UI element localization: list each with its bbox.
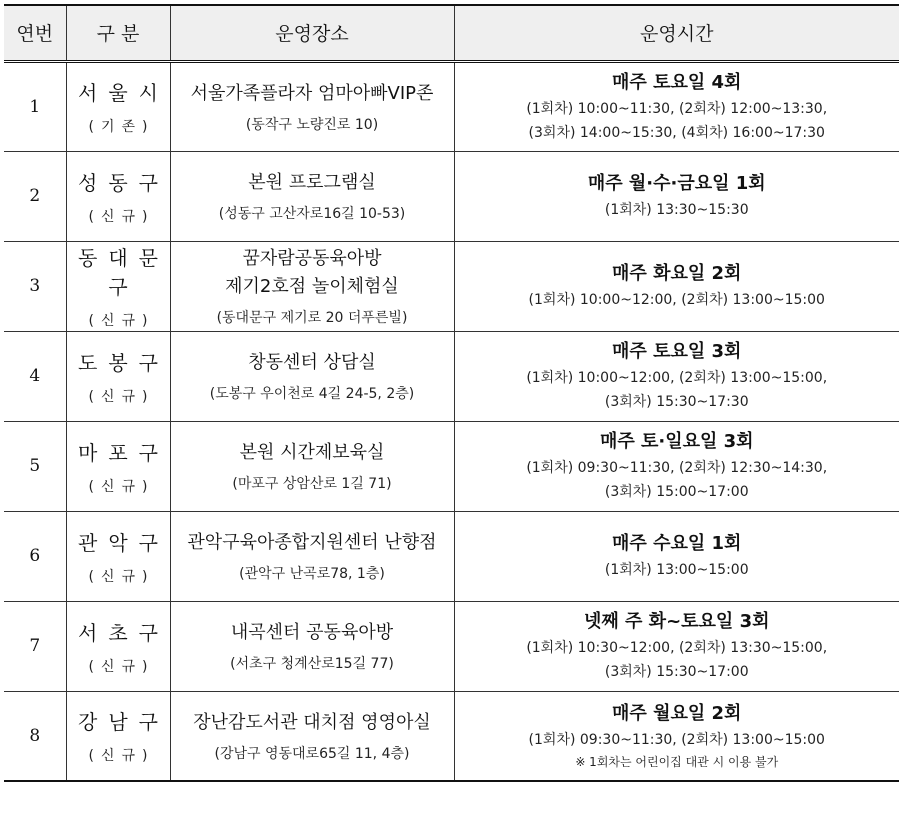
- place-name: 창동센터 상담실: [248, 352, 376, 373]
- time-slot: (3회차) 15:30~17:00: [604, 664, 749, 680]
- frequency: 매주 토·일요일 3회: [599, 431, 754, 452]
- place-address: (관악구 난곡로78, 1층): [239, 566, 385, 582]
- region-status: (신규): [88, 478, 155, 495]
- row-number: 5: [4, 421, 66, 511]
- table-row: [4, 691, 899, 781]
- region-name: 도봉구: [78, 350, 169, 375]
- place-cell: [170, 691, 454, 781]
- place-cell: [170, 151, 454, 241]
- place-cell: [170, 421, 454, 511]
- region-name: 강남구: [78, 710, 169, 735]
- region-name: 서울시: [78, 81, 169, 105]
- place-name: 장난감도서관 대치점 영영아실: [193, 711, 431, 733]
- place-address: (강남구 영동대로65길 11, 4층): [214, 745, 410, 762]
- frequency: 넷째 주 화~토요일 3회: [583, 611, 770, 632]
- note: ※ 1회차는 어린이집 대관 시 이용 불가: [575, 754, 779, 769]
- place-cell: [170, 61, 454, 151]
- place-name: 본원 프로그램실: [248, 172, 376, 193]
- row-number: 8: [4, 691, 66, 781]
- region-status: (신규): [88, 748, 155, 765]
- place-cell: [170, 601, 454, 691]
- region-name: 성동구: [78, 170, 169, 195]
- place-address: (마포구 상암산로 1길 71): [232, 476, 392, 492]
- table-row: [4, 61, 899, 151]
- frequency: 매주 월·수·금요일 1회: [587, 173, 766, 194]
- hours-cell: [454, 61, 899, 151]
- row-number: 1: [4, 61, 66, 151]
- place-name: 제기2호점 놀이체험실: [225, 276, 399, 297]
- table-row: [4, 511, 899, 601]
- hours-cell: [454, 511, 899, 601]
- row-number: 7: [4, 601, 66, 691]
- region-status: (신규): [88, 658, 155, 675]
- place-cell: [170, 241, 454, 331]
- hours-cell: [454, 601, 899, 691]
- place-cell: [170, 511, 454, 601]
- row-number: 4: [4, 331, 66, 421]
- table-row: [4, 421, 899, 511]
- region-name: 동대문구: [78, 246, 169, 299]
- time-slot: (1회차) 10:00~11:30, (2회차) 12:00~13:30,: [526, 100, 828, 117]
- table-row: [4, 331, 899, 421]
- hours-cell: [454, 241, 899, 331]
- region-status: (신규): [88, 568, 155, 585]
- place-address: (서초구 청계산로15길 77): [230, 656, 394, 672]
- frequency: 매주 토요일 3회: [612, 341, 742, 362]
- frequency: 매주 화요일 2회: [612, 263, 742, 284]
- time-slot: (3회차) 14:00~15:30, (4회차) 16:00~17:30: [528, 124, 825, 141]
- hours-cell: [454, 691, 899, 781]
- place-address: (동대문구 제기로 20 더푸른빌): [216, 310, 408, 326]
- table-row: [4, 241, 899, 331]
- time-slot: (1회차) 09:30~11:30, (2회차) 13:00~15:00: [528, 731, 825, 748]
- division-cell: [66, 601, 170, 691]
- frequency: 매주 월요일 2회: [612, 702, 742, 724]
- header-row: [4, 5, 899, 61]
- place-name: 서울가족플라자 엄마아빠VIP존: [190, 82, 434, 104]
- header-division: 구 분: [66, 5, 170, 61]
- time-slot: (1회차) 10:30~12:00, (2회차) 13:30~15:00,: [526, 640, 828, 656]
- region-name: 관악구: [78, 530, 169, 555]
- place-name: 본원 시간제보육실: [239, 442, 385, 463]
- place-cell: [170, 331, 454, 421]
- schedule-table: [4, 4, 899, 782]
- time-slot: (1회차) 10:00~12:00, (2회차) 13:00~15:00,: [526, 370, 828, 386]
- table-row: [4, 151, 899, 241]
- frequency: 매주 수요일 1회: [612, 533, 742, 554]
- time-slot: (3회차) 15:00~17:00: [604, 484, 749, 500]
- row-number: 2: [4, 151, 66, 241]
- place-address: (동작구 노량진로 10): [245, 116, 379, 133]
- header-hours: 운영시간: [454, 5, 899, 61]
- division-cell: [66, 61, 170, 151]
- header-no: 연번: [4, 5, 66, 61]
- row-number: 6: [4, 511, 66, 601]
- place-address: (성동구 고산자로16길 10-53): [218, 206, 406, 222]
- place-address: (도봉구 우이천로 4길 24-5, 2층): [209, 386, 415, 402]
- region-status: (신규): [88, 388, 155, 405]
- region-status: (신규): [88, 208, 155, 225]
- region-status: (신규): [88, 313, 155, 329]
- hours-cell: [454, 331, 899, 421]
- division-cell: [66, 151, 170, 241]
- place-name: 관악구육아종합지원센터 난향점: [187, 532, 437, 553]
- division-cell: [66, 241, 170, 331]
- division-cell: [66, 511, 170, 601]
- time-slot: (1회차) 09:30~11:30, (2회차) 12:30~14:30,: [526, 460, 828, 476]
- place-name: 내곡센터 공동육아방: [230, 622, 394, 643]
- region-status: (기존): [88, 119, 155, 135]
- division-cell: [66, 331, 170, 421]
- time-slot: (3회차) 15:30~17:30: [604, 394, 749, 410]
- region-name: 마포구: [78, 440, 169, 465]
- hours-cell: [454, 421, 899, 511]
- division-cell: [66, 691, 170, 781]
- table-row: [4, 601, 899, 691]
- time-slot: (1회차) 13:00~15:00: [604, 562, 749, 578]
- header-place: 운영장소: [170, 5, 454, 61]
- place-name: 꿈자람공동육아방: [242, 248, 382, 269]
- time-slot: (1회차) 13:30~15:30: [604, 202, 749, 218]
- frequency: 매주 토요일 4회: [612, 71, 742, 93]
- time-slot: (1회차) 10:00~12:00, (2회차) 13:00~15:00: [528, 292, 825, 308]
- hours-cell: [454, 151, 899, 241]
- row-number: 3: [4, 241, 66, 331]
- division-cell: [66, 421, 170, 511]
- region-name: 서초구: [78, 620, 169, 645]
